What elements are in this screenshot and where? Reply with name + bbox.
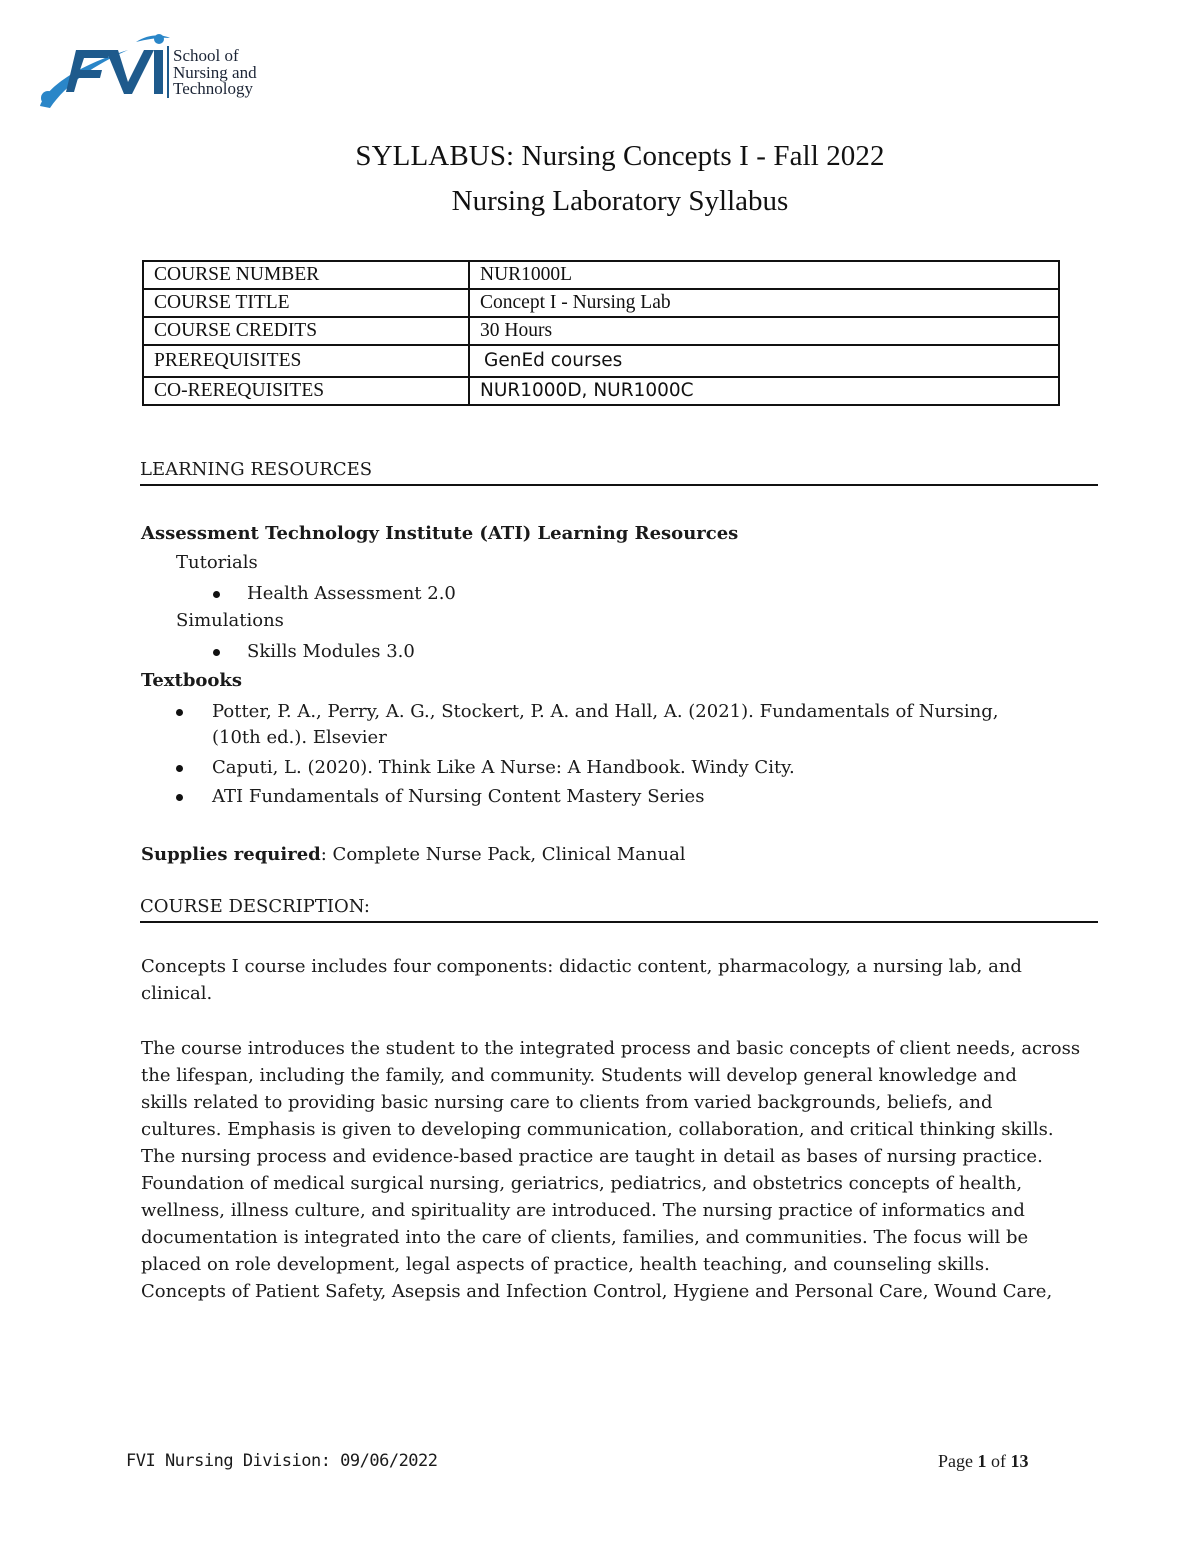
paragraph-line: Foundation of medical surgical nursing, geriatrics, pediatrics, and obstetrics concepts of health,	[141, 1173, 1023, 1194]
course-info-table	[142, 260, 1060, 406]
footer-division-date: FVI Nursing Division: 09/06/2022	[126, 1451, 438, 1471]
course-description-paragraph-2	[141, 1035, 1101, 1305]
of-word: of	[991, 1451, 1006, 1471]
paragraph-line: Concepts I course includes four components: didactic content, pharmacology, a nursing lab, and	[141, 956, 1022, 977]
table-label: COURSE TITLE	[143, 289, 469, 317]
logo-line-2: Nursing and	[173, 62, 257, 82]
page-total: 13	[1010, 1451, 1029, 1471]
textbooks-label: Textbooks	[141, 670, 243, 691]
footer-page-number	[938, 1451, 1029, 1472]
table-row	[143, 345, 1059, 377]
paragraph-line: Concepts of Patient Safety, Asepsis and Infection Control, Hygiene and Personal Care, Wound Care,	[141, 1281, 1053, 1302]
logo-line-1: School of	[173, 46, 239, 65]
simulations-label: Simulations	[176, 610, 284, 631]
ati-heading: Assessment Technology Institute (ATI) Learning Resources	[141, 523, 739, 544]
paragraph-line: skills related to providing basic nursing care to clients from varied backgrounds, beliefs, and	[141, 1092, 993, 1113]
paragraph-line: placed on role development, legal aspects of practice, health teaching, and counseling skills.	[141, 1254, 990, 1275]
table-label: COURSE CREDITS	[143, 317, 469, 345]
supplies-text: : Complete Nurse Pack, Clinical Manual	[320, 844, 686, 865]
course-description-paragraph-1	[141, 953, 1101, 1007]
table-label: COURSE NUMBER	[143, 261, 469, 289]
table-row	[143, 289, 1059, 317]
supplies-required	[141, 842, 686, 868]
textbook-item: ATI Fundamentals of Nursing Content Mastery Series	[212, 784, 704, 810]
list-item: Skills Modules 3.0	[247, 639, 415, 665]
learning-resources-heading: LEARNING RESOURCES	[140, 459, 1098, 486]
document-subtitle: Nursing Laboratory Syllabus	[451, 185, 789, 217]
table-value: Concept I - Nursing Lab	[469, 289, 1059, 317]
table-row	[143, 261, 1059, 289]
table-row	[143, 317, 1059, 345]
table-value: NUR1000D, NUR1000C	[469, 377, 1059, 405]
textbook-item-continued: (10th ed.). Elsevier	[212, 727, 387, 748]
fvi-logo	[36, 28, 276, 114]
table-value: GenEd courses	[469, 345, 1059, 377]
list-item: Health Assessment 2.0	[247, 581, 456, 607]
page-current: 1	[977, 1451, 987, 1471]
table-value: NUR1000L	[469, 261, 1059, 289]
paragraph-line: The course introduces the student to the integrated process and basic concepts of client needs, across	[141, 1038, 1081, 1059]
page-word: Page	[938, 1451, 973, 1471]
table-label: PREREQUISITES	[143, 345, 469, 377]
paragraph-line: cultures. Emphasis is given to developing communication, collaboration, and critical thinking skills.	[141, 1119, 1054, 1140]
paragraph-line: wellness, illness culture, and spirituality are introduced. The nursing practice of informatics and	[141, 1200, 1025, 1221]
course-description-heading: COURSE DESCRIPTION:	[140, 896, 1098, 923]
logo-line-3: Technology	[173, 79, 254, 98]
paragraph-line: the lifespan, including the family, and community. Students will develop general knowledge and	[141, 1065, 1017, 1086]
paragraph-line: clinical.	[141, 983, 213, 1004]
tutorials-label: Tutorials	[176, 552, 258, 573]
table-value: 30 Hours	[469, 317, 1059, 345]
textbook-item: Caputi, L. (2020). Think Like A Nurse: A Handbook. Windy City.	[212, 755, 795, 781]
paragraph-line: The nursing process and evidence-based practice are taught in detail as bases of nursing practice.	[141, 1146, 1043, 1167]
table-label: CO-REREQUISITES	[143, 377, 469, 405]
supplies-label: Supplies required	[141, 844, 321, 865]
textbook-item: Potter, P. A., Perry, A. G., Stockert, P. A. and Hall, A. (2021). Fundamentals of Nursing,	[212, 699, 999, 725]
paragraph-line: documentation is integrated into the care of clients, families, and communities. The focus will be	[141, 1227, 1029, 1248]
document-title: SYLLABUS: Nursing Concepts I - Fall 2022	[355, 140, 885, 172]
table-row	[143, 377, 1059, 405]
